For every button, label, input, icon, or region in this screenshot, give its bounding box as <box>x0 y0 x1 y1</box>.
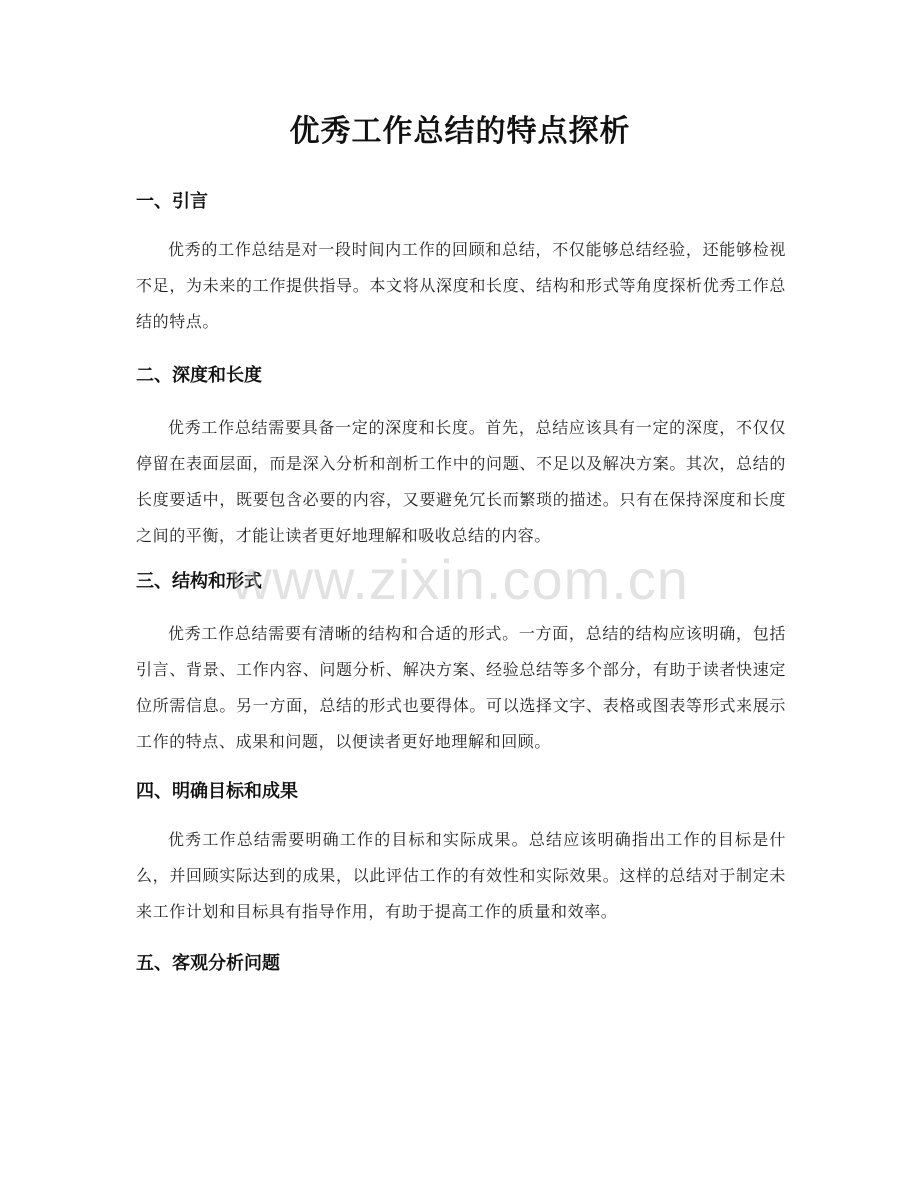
watermark: www.zixin.com.cn <box>231 548 689 611</box>
section-paragraph-goals-results: 优秀工作总结需要明确工作的目标和实际成果。总结应该明确指出工作的目标是什么，并回顾实际达到的成果，以此评估工作的有效性和实际效果。这样的总结对于制定未来工作计划和目标具有指导作用，有助于提高工作的质量和效率。 <box>136 830 786 921</box>
section-heading-goals-results: 四、明确目标和成果 <box>136 781 298 802</box>
section-paragraph-intro: 优秀的工作总结是对一段时间内工作的回顾和总结，不仅能够总结经验，还能够检视不足，为未来的工作提供指导。本文将从深度和长度、结构和形式等角度探析优秀工作总结的特点。 <box>136 240 786 331</box>
section-paragraph-depth-length: 优秀工作总结需要具备一定的深度和长度。首先，总结应该具有一定的深度，不仅仅停留在表面层面，而是深入分析和剖析工作中的问题、不足以及解决方案。其次，总结的长度要适中，既要包含必要的内容，又要避免冗长而繁琐的描述。只有在保持深度和长度之间的平衡，才能让读者更好地理解和吸收总结的内容。 <box>136 418 786 545</box>
section-heading-depth-length: 二、深度和长度 <box>136 365 262 386</box>
document-title: 优秀工作总结的特点探析 <box>289 114 631 149</box>
section-heading-objective-analysis: 五、客观分析问题 <box>136 953 280 974</box>
section-heading-intro: 一、引言 <box>136 191 208 212</box>
section-paragraph-structure-form: 优秀工作总结需要有清晰的结构和合适的形式。一方面，总结的结构应该明确，包括引言、背景、工作内容、问题分析、解决方案、经验总结等多个部分，有助于读者快速定位所需信息。另一方面，总结的形式也要得体。可以选择文字、表格或图表等形式来展示工作的特点、成果和问题，以便读者更好地理解和回顾。 <box>136 624 786 751</box>
section-heading-structure-form: 三、结构和形式 <box>136 571 262 592</box>
